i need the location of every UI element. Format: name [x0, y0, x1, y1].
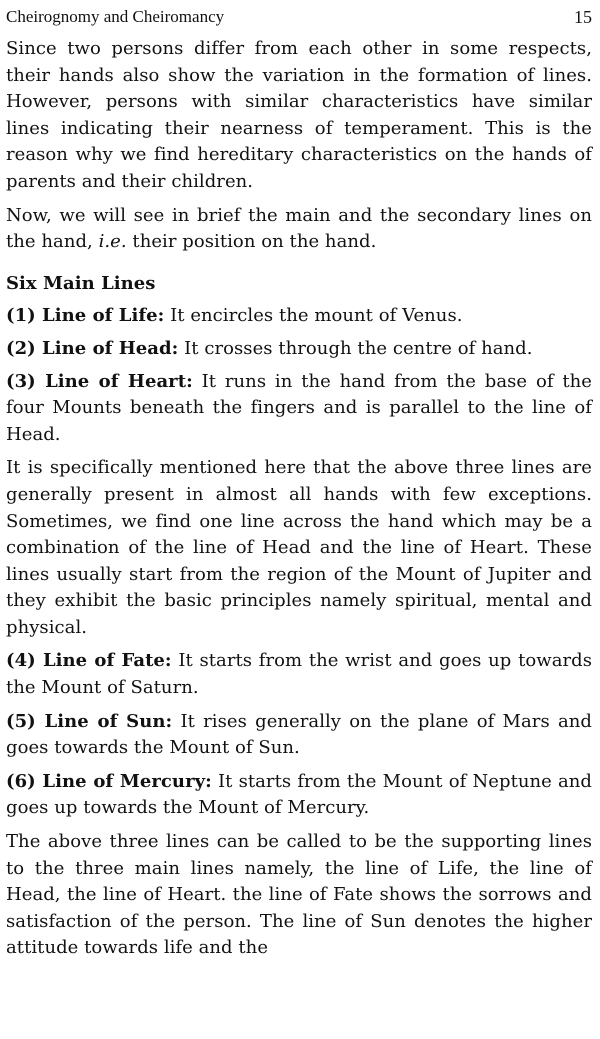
page-number: 15: [574, 6, 592, 27]
ie-abbreviation: i.e.: [98, 231, 127, 253]
paragraph-intro: Since two persons differ from each other in some respects, their hands also show the variation in the formation of lines. However, persons with similar characteristics have similar lines indicating their nearness of temperament. This is the reason why we find hereditary characteristics on the hands of parents and their children.: [6, 38, 592, 192]
paragraph-combination: It is specifically mentioned here that the above three lines are generally present in almost all hands with few exceptions. Sometimes, we find one line across the hand which may be a combination of the line of Head and the line of Heart. These lines usually start from the region of the Mount of Jupiter and they exhibit the basic principles namely spiritual, mental and physical.: [6, 457, 592, 638]
line-item-text: It crosses through the centre of hand.: [178, 337, 533, 359]
line-item-3: [6, 369, 592, 449]
running-title: Cheirognomy and Cheiromancy: [6, 7, 225, 26]
paragraph-overview-end: their position on the hand.: [126, 231, 377, 253]
line-item-label: (2) Line of Head:: [6, 337, 179, 359]
paragraph-supporting: The above three lines can be called to be the supporting lines to the three main lines namely, the line of Life, the line of Head, the line of Heart. the line of Fate shows the sorrows and satisfaction of the person. The line of Sun denotes the higher attitude towards life and the: [6, 831, 592, 959]
running-header: [6, 6, 592, 28]
line-item-4: [6, 648, 592, 701]
paragraph-overview-start: Now, we will see in brief the main and the secondary lines on the hand,: [6, 204, 592, 253]
line-item-5: [6, 709, 592, 762]
paragraph-overview: [6, 203, 592, 256]
line-item-text: It starts from the wrist and goes up towards the Mount of Saturn.: [6, 650, 593, 699]
line-item-label: (4) Line of Fate:: [6, 650, 172, 672]
line-item-text: It encircles the mount of Venus.: [164, 305, 463, 327]
line-item-text: It starts from the Mount of Neptune and goes up towards the Mount of Mercury.: [6, 770, 592, 819]
line-item-label: (5) Line of Sun:: [6, 710, 173, 732]
line-item-label: (6) Line of Mercury:: [6, 770, 212, 792]
page-body: [6, 36, 592, 969]
line-item-1: [6, 303, 592, 330]
line-item-label: (1) Line of Life:: [6, 305, 165, 327]
line-item-2: [6, 336, 592, 363]
line-item-label: (3) Line of Heart:: [6, 370, 193, 392]
line-item-text: It runs in the hand from the base of the four Mounts beneath the fingers and is parallel to the line of Head.: [6, 370, 592, 445]
section-heading: Six Main Lines: [6, 272, 156, 294]
line-item-text: It rises generally on the plane of Mars and goes towards the Mount of Sun.: [6, 710, 592, 759]
line-item-6: [6, 769, 592, 822]
